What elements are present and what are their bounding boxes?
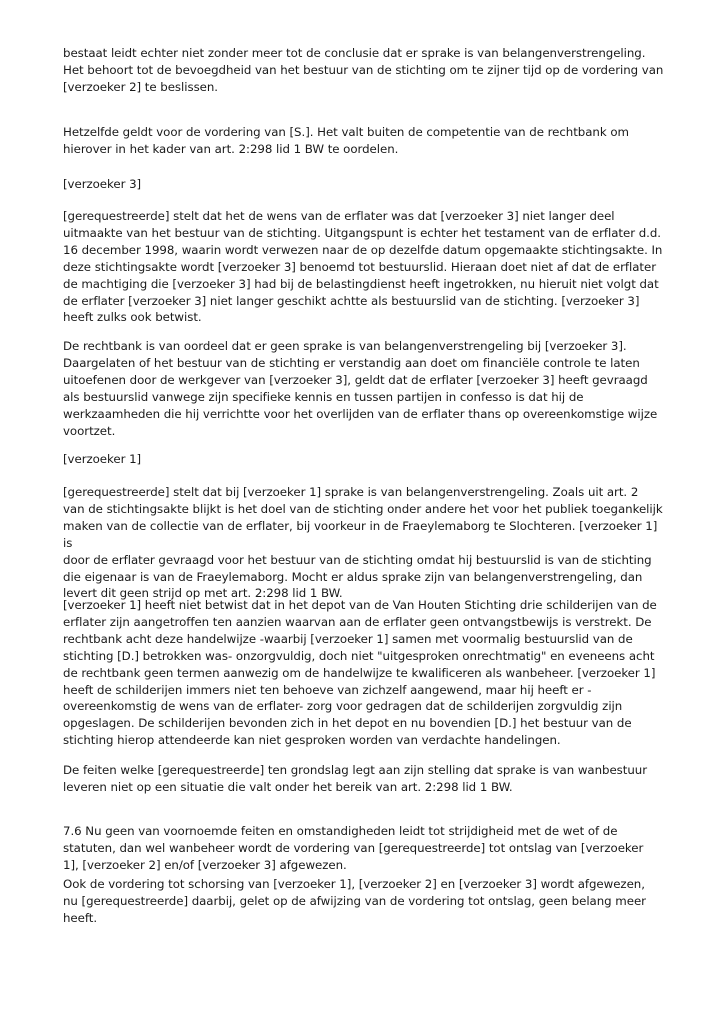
paragraph-verzoeker-3-claim: [gerequestreerde] stelt dat het de wens van de erflater was dat [verzoeker 3] niet langer deel uitmaakte van het bestuur van de stichting. Uitgangspunt is echter het testament van de erflater d.d. 16 december 1998, waarin wordt verwezen naar de op dezelfde datum opgemaakte stichtingsakte. In deze stichtingsakte wordt [verzoeker 3] benoemd tot bestuurslid. Hieraan doet niet af dat de erflater de machtiging die [verzoeker 3] had bij de belastingdienst heeft ingetrokken, nu hieruit niet volgt dat de erflater [verzoeker 3] niet langer geschikt achtte als bestuurslid van de stichting. [verzoeker 3] heeft zulks ook betwist. — [63, 209, 663, 325]
paragraph-verzoeker-1-claim: [gerequestreerde] stelt dat bij [verzoeker 1] sprake is van belangenverstrengeling. Zoals uit art. 2 van de stichtingsakte blijkt is het doel van de stichting onder andere het voor het publiek toegankelijk maken van de collectie van de erflater, bij voorkeur in de Fraeylemaborg te Slochteren. [verzoeker 1] is door de erflater gevraagd voor het bestuur van de stichting omdat hij bestuurslid is van de stichting die eigenaar is van de Fraeylemaborg. Mocht er aldus sprake zijn van belangenverstrengeling, dan levert dit geen strijd op met art. 2:298 lid 1 BW. — [63, 485, 663, 601]
paragraph-mismanagement-facts: De feiten welke [gerequestreerde] ten grondslag legt aan zijn stelling dat sprake is van wanbestuur leveren niet op een situatie die valt onder het bereik van art. 2:298 lid 1 BW. — [63, 763, 647, 794]
heading-verzoeker-3: [verzoeker 3] — [63, 177, 142, 191]
paragraph-verzoeker-3-judgment: De rechtbank is van oordeel dat er geen sprake is van belangenverstrengeling bij [verzoeker 3]. Daargelaten of het bestuur van de stichting er verstandig aan doet om financiële controle te laten uitoefenen door de werkgever van [verzoeker 3], geldt dat de erflater [verzoeker 3] heeft gevraagd als bestuurslid vanwege zijn specifieke kennis en tussen partijen in confesso is dat hij de werkzaamheden die hij verrichtte voor het overlijden van de erflater thans op overeenkomstige wijze voortzet. — [63, 339, 658, 438]
paragraph-verzoeker-1-paintings: [verzoeker 1] heeft niet betwist dat in het depot van de Van Houten Stichting drie schilderijen van de erflater zijn aangetroffen ten aanzien waarvan aan de erflater geen ontvangstbewijs is verstrekt. De rechtbank acht deze handelwijze -waarbij [verzoeker 1] samen met voormalig bestuurslid van de stichting [D.] betrokken was- onzorgvuldig, doch niet "uitgesproken onrechtmatig" en eveneens acht de rechtbank geen termen aanwezig om de handelwijze te kwalificeren als wanbeheer. [verzoeker 1] heeft de schilderijen immers niet ten behoeve van zichzelf aangewend, maar hij heeft er - overeenkomstig de wens van de erflater- zorg voor gedragen dat de schilderijen zorgvuldig zijn opgeslagen. De schilderijen bevonden zich in het depot en nu bovendien [D.] het bestuur van de stichting hierop attendeerde kan niet gesproken worden van verdachte handelingen. — [63, 598, 657, 748]
heading-verzoeker-1: [verzoeker 1] — [63, 452, 142, 466]
paragraph-claim-s: Hetzelfde geldt voor de vordering van [S.]. Het valt buiten de competentie van de rechtbank om hierover in het kader van art. 2:298 lid 1 BW te oordelen. — [63, 125, 629, 156]
paragraph-suspension: Ook de vordering tot schorsing van [verzoeker 1], [verzoeker 2] en [verzoeker 3] wordt afgewezen, nu [gerequestreerde] daarbij, gelet op de afwijzing van de vordering tot ontslag, geen belang meer heeft. — [63, 877, 646, 925]
paragraph-7-6-dismissal: 7.6 Nu geen van voornoemde feiten en omstandigheden leidt tot strijdigheid met de wet of de statuten, dan wel wanbeheer wordt de vordering van [gerequestreerde] tot ontslag van [verzoeker 1], [verzoeker 2] en/of [verzoeker 3] afgewezen. — [63, 824, 644, 872]
paragraph-conflict-of-interest-conclusion: bestaat leidt echter niet zonder meer tot de conclusie dat er sprake is van belangenverstrengeling. Het behoort tot de bevoegdheid van het bestuur van de stichting om te zijner tijd op de vordering van [verzoeker 2] te beslissen. — [63, 46, 664, 94]
